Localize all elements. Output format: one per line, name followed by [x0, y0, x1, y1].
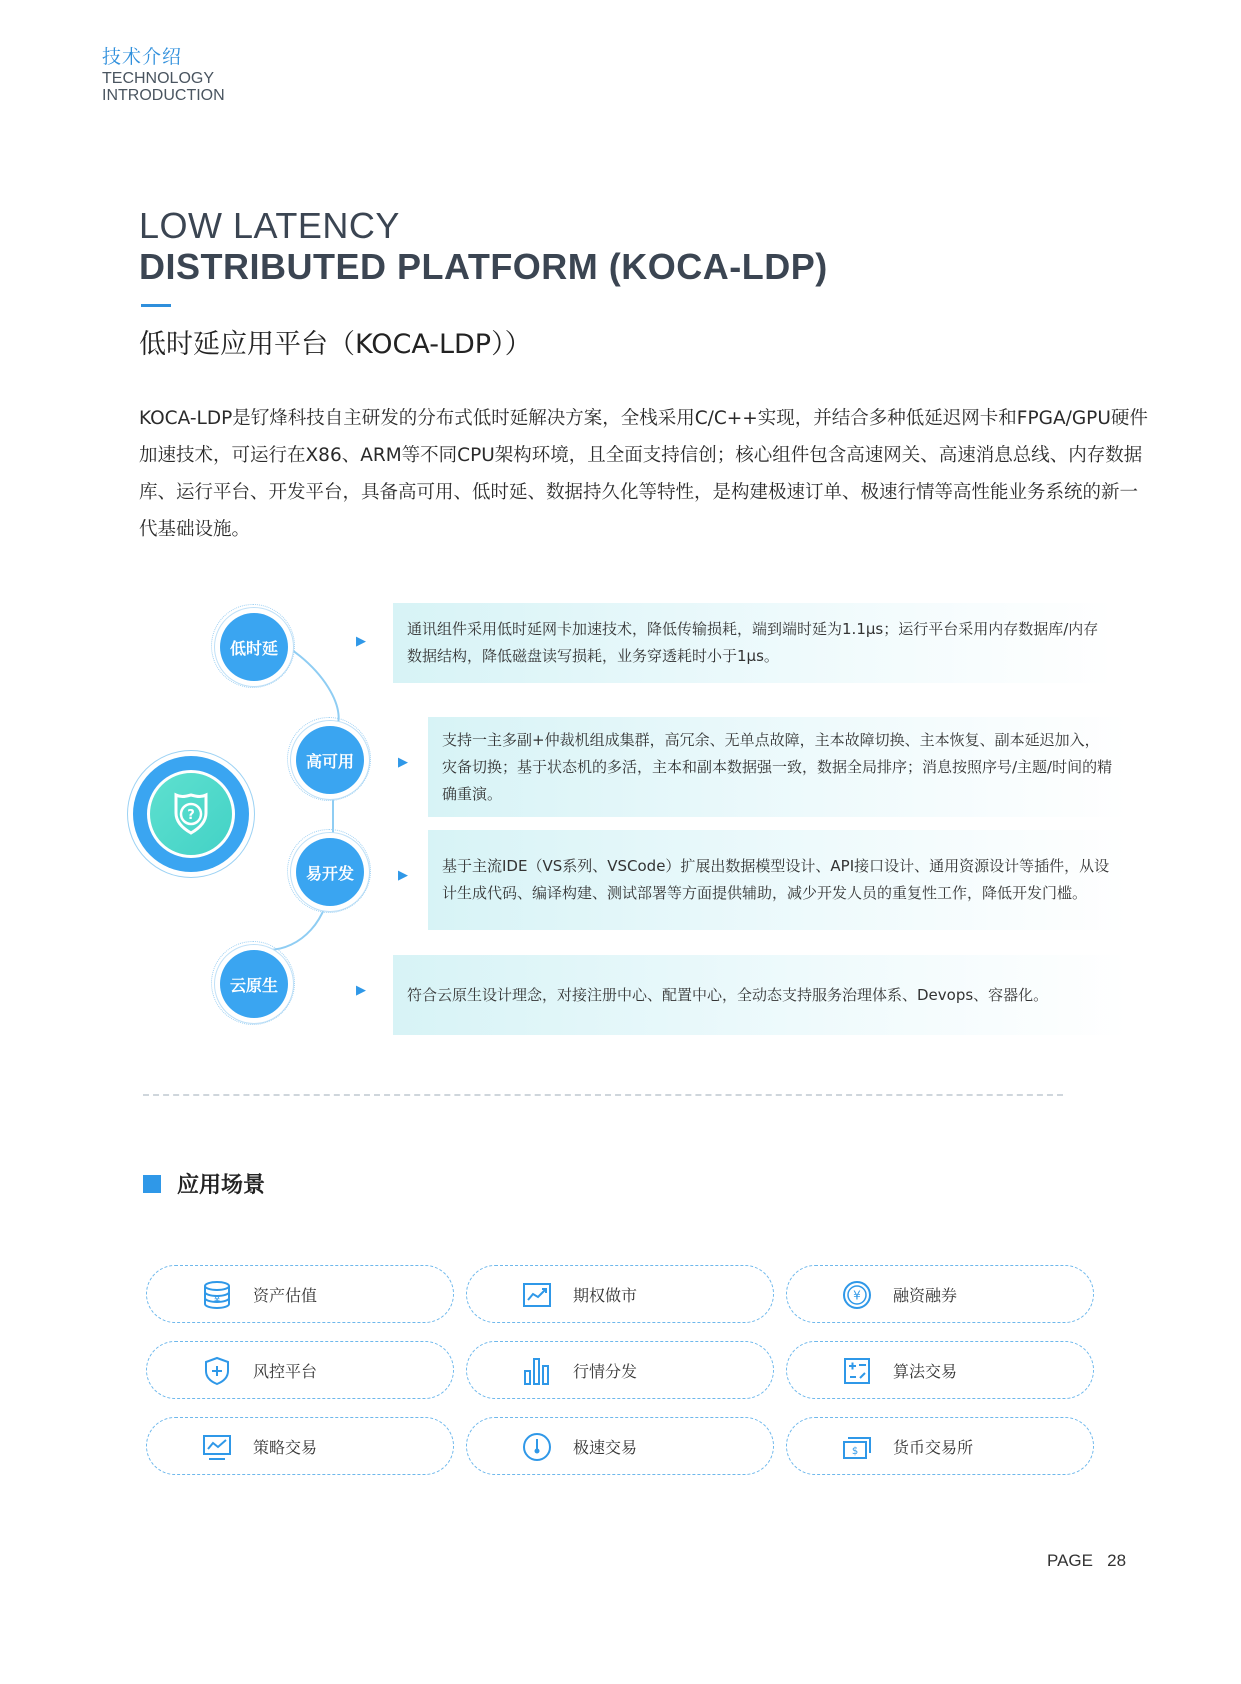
scenario-card-option-market-making	[466, 1265, 774, 1323]
intro-paragraph: KOCA-LDP是钌烽科技自主研发的分布式低时延解决方案，全栈采用C/C++实现，并结合多种低延迟网卡和FPGA/GPU硬件加速技术，可运行在X86、ARM等不同CPU架构环境，且全面支持信创；核心组件包含高速网关、高速消息总线、内存数据库、运行平台、开发平台，具备高可用、低时延、数据持久化等特性，是构建极速订单、极速行情等高性能业务系统的新一代基础设施。	[139, 408, 1148, 540]
page-number-value: 28	[1107, 1551, 1127, 1570]
feature-desc-high-availability	[428, 717, 1128, 817]
svg-text:$: $	[851, 1446, 859, 1457]
svg-text:¥: ¥	[853, 1288, 861, 1303]
scenario-label: 风控平台	[253, 1362, 318, 1381]
scenario-card-strategy-trading	[146, 1417, 454, 1475]
feature-bubble-label: 云原生	[229, 975, 278, 995]
feature-desc-easy-dev	[428, 830, 1128, 930]
monitor-chart-icon	[201, 1431, 233, 1463]
feature-bubble-easy-dev	[296, 838, 364, 906]
money-cards-icon	[841, 1431, 873, 1463]
feature-desc-cloud-native	[393, 955, 1128, 1035]
section-marker	[143, 1175, 161, 1193]
scenario-label: 货币交易所	[893, 1438, 974, 1457]
scenario-card-market-data-distribution	[466, 1341, 774, 1399]
title-line2: DISTRIBUTED PLATFORM (KOCA-LDP)	[139, 246, 828, 287]
section-label-cn: 技术介绍	[102, 46, 183, 68]
calculator-icon	[841, 1355, 873, 1387]
scenario-label: 算法交易	[893, 1362, 958, 1381]
feature-bubble-label: 高可用	[305, 751, 354, 771]
scenario-card-asset-valuation	[146, 1265, 454, 1323]
section-divider	[143, 1094, 1063, 1096]
scenario-card-risk-platform	[146, 1341, 454, 1399]
scenario-label: 策略交易	[253, 1438, 318, 1457]
section-label-en-line1: TECHNOLOGY	[102, 70, 215, 87]
yen-coin-icon	[841, 1279, 873, 1311]
scenario-label: 行情分发	[573, 1362, 638, 1381]
scenario-card-margin-trading	[786, 1265, 1094, 1323]
feature-bubble-low-latency	[220, 613, 288, 681]
svg-text:¥: ¥	[213, 1295, 221, 1306]
feature-desc-text: 通讯组件采用低时延网卡加速技术，降低传输损耗，端到端时延为1.1μs；运行平台采用内存数据库/内存数据结构，降低磁盘读写损耗，业务穿透耗时小于1μs。	[407, 620, 1099, 665]
arrow-icon: ▶	[356, 983, 366, 998]
scenario-label: 资产估值	[253, 1286, 318, 1305]
scenarios-title: 应用场景	[177, 1173, 266, 1198]
page-label: PAGE	[1047, 1551, 1093, 1570]
bar-chart-icon	[521, 1355, 553, 1387]
section-label-en	[102, 70, 225, 104]
scenario-label: 极速交易	[573, 1438, 638, 1457]
core-emblem-inner	[147, 770, 235, 858]
scenario-card-fast-trading	[466, 1417, 774, 1475]
feature-desc-text: 符合云原生设计理念，对接注册中心、配置中心，全动态支持服务治理体系、Devops、容器化。	[407, 985, 1049, 1004]
svg-text:?: ?	[187, 808, 195, 823]
feature-desc-low-latency	[393, 603, 1113, 683]
section-label-en-line2: INTRODUCTION	[102, 87, 225, 104]
speedometer-icon	[521, 1431, 553, 1463]
coin-stack-icon	[201, 1279, 233, 1311]
scenario-label: 融资融券	[893, 1286, 958, 1305]
feature-bubble-label: 易开发	[305, 863, 354, 883]
title-divider	[141, 304, 171, 307]
shield-question-icon	[150, 773, 232, 855]
feature-bubble-cloud-native	[220, 950, 288, 1018]
arrow-icon: ▶	[356, 634, 366, 649]
scenario-card-currency-exchange	[786, 1417, 1094, 1475]
scenario-card-algo-trading	[786, 1341, 1094, 1399]
page-number	[1047, 1551, 1126, 1571]
core-emblem	[133, 756, 249, 872]
feature-bubble-label: 低时延	[229, 638, 278, 658]
arrow-icon: ▶	[398, 868, 408, 883]
title-cn: 低时延应用平台（KOCA-LDP））	[139, 329, 532, 360]
scenario-label: 期权做市	[573, 1286, 638, 1305]
feature-desc-text: 基于主流IDE（VS系列、VSCode）扩展出数据模型设计、API接口设计、通用资源设计等插件，从设计生成代码、编译构建、测试部署等方面提供辅助，减少开发人员的重复性工作，降低开发门槛。	[442, 857, 1110, 902]
title-line1: LOW LATENCY	[139, 205, 400, 246]
shield-plus-icon	[201, 1355, 233, 1387]
feature-bubble-high-availability	[296, 726, 364, 794]
trend-chart-icon	[521, 1279, 553, 1311]
arrow-icon: ▶	[398, 755, 408, 770]
feature-desc-text: 支持一主多副+仲裁机组成集群，高冗余、无单点故障，主本故障切换、主本恢复、副本延迟加入，灾备切换；基于状态机的多活，主本和副本数据强一致，数据全局排序；消息按照序号/主题/时间的精确重演。	[442, 730, 1113, 803]
